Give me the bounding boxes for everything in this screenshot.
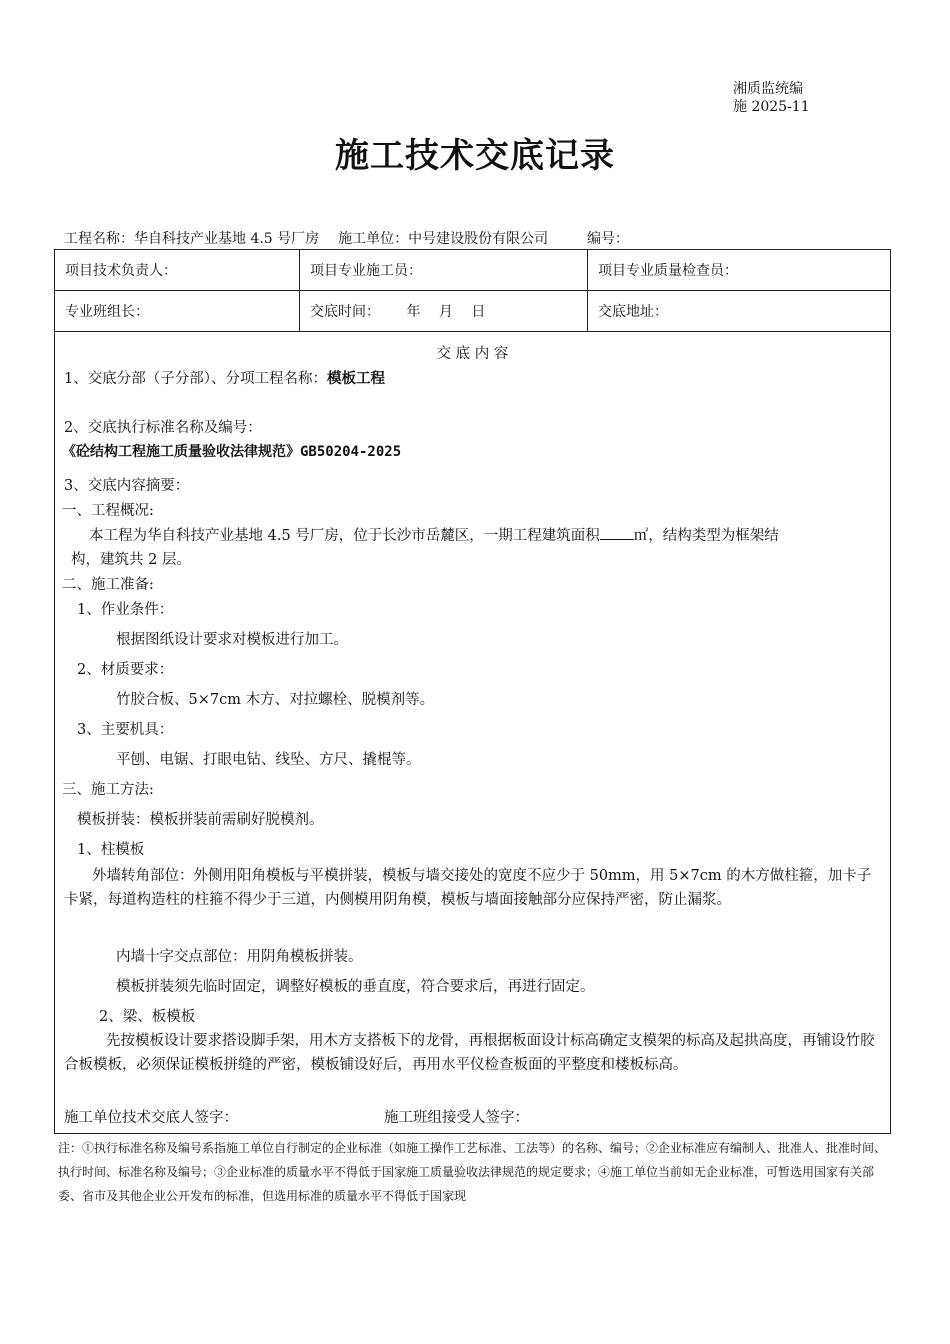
handover-address-cell: 交底地址：	[588, 291, 891, 332]
section-2-2: 2、材质要求：	[77, 662, 174, 678]
section-1-text-a	[89, 524, 779, 545]
form-code-line1: 湘质监统编	[733, 81, 803, 97]
section-3-1-paragraph-3: 模板拼装须先临时固定，调整好模板的垂直度，符合要求后，再进行固定。	[116, 979, 595, 995]
section-3-title: 三、施工方法:	[62, 782, 154, 798]
section-1-text-c: 构，建筑共 2 层。	[71, 552, 191, 568]
project-name-value: 华自科技产业基地 4.5 号厂房	[134, 231, 320, 247]
section-1-title: 一、工程概况:	[62, 503, 154, 519]
project-info-row	[64, 228, 629, 248]
section-3-1-paragraph-2: 内墙十字交点部位：用阴角模板拼装。	[116, 949, 363, 965]
item-1	[64, 367, 385, 388]
section-2-3-text: 平刨、电锯、打眼电钻、线坠、方尺、撬棍等。	[116, 752, 421, 768]
signature-technical: 施工单位技术交底人签字：	[64, 1110, 238, 1126]
section-2-1-text: 根据图纸设计要求对模板进行加工。	[116, 632, 348, 648]
handover-content-box	[54, 330, 891, 1134]
item-2-value: 《砼结构工程施工质量验收法律规范》GB50204-2025	[62, 444, 402, 460]
handover-time-label: 交底时间：	[310, 304, 380, 320]
handover-time-cell	[300, 291, 588, 332]
team-leader-cell: 专业班组长：	[55, 291, 300, 332]
area-blank	[600, 527, 634, 540]
section-2-2-text: 竹胶合板、5×7cm 木方、对拉螺栓、脱模剂等。	[116, 692, 435, 708]
handover-month: 月	[438, 304, 453, 320]
section-1-text-a-1: 本工程为华自科技产业基地 4.5 号厂房，位于长沙市岳麓区，一期工程建筑面积	[89, 528, 600, 544]
item-2-label: 2、交底执行标准名称及编号：	[64, 420, 262, 436]
handover-day: 日	[471, 304, 486, 320]
construction-staff-cell: 项目专业施工员：	[300, 250, 588, 291]
footnote: 注：①执行标准名称及编号系指施工单位自行制定的企业标准（如施工操作工艺标准、工法等）的名称、编号；②企业标准应有编制人、批准人、批准时间、执行时间、标准名称及编号；③企业标准的质量水平不得低于国家施工质量验收法律规范的规定要求；④施工单位当前如无企业标准，可暂选用国家有关部委、省市及其他企业公开发布的标准，但选用标准的质量水平不得低于国家现	[58, 1141, 887, 1203]
content-heading: 交 底 内 容	[436, 346, 509, 362]
signature-team: 施工班组接受人签字：	[384, 1110, 529, 1126]
project-name-label: 工程名称：	[64, 231, 134, 247]
form-code	[733, 80, 810, 116]
item-3-label: 3、交底内容摘要：	[64, 478, 190, 494]
section-2-title: 二、施工准备:	[62, 577, 154, 593]
section-3-2: 2、梁、板模板	[99, 1009, 196, 1025]
quality-inspector-cell: 项目专业质量检查员：	[588, 250, 891, 291]
section-3-1-paragraph-1: 外墙转角部位：外侧用阳角模板与平模拼装，模板与墙交接处的宽度不应少于 50mm，用 5×7cm 的木方做柱箍，加卡子卡紧，每道构造柱的柱箍不得少于三道，内侧模用阴角模，模板与墙面接触部分应保持严密，防止漏浆。	[64, 868, 872, 908]
section-3-1: 1、柱模板	[77, 842, 145, 858]
item-1-label: 1、交底分部（子分部）、分项工程名称：	[64, 371, 327, 387]
section-2-1: 1、作业条件：	[77, 602, 174, 618]
record-number-label: 编号：	[586, 231, 629, 247]
section-3-2-paragraph-1: 先按模板设计要求搭设脚手架，用木方支搭板下的龙骨，再根据板面设计标高确定支模架的标高及起拱高度，再铺设竹胶合板模板，必须保证模板拼缝的严密，模板铺设好后，再用水平仪检查板面的平整度和楼板标高。	[64, 1033, 875, 1073]
section-2-3: 3、主要机具：	[77, 722, 174, 738]
page-title: 施工技术交底记录	[335, 136, 615, 176]
tech-lead-cell: 项目技术负责人：	[55, 250, 300, 291]
section-3-intro: 模板拼装：模板拼装前需刷好脱模剂。	[77, 812, 324, 828]
section-1-text-a-2: ㎡，结构类型为框架结	[633, 528, 779, 544]
construction-unit-label: 施工单位：	[338, 231, 409, 247]
construction-unit-value: 中号建设股份有限公司	[408, 231, 549, 247]
item-1-value: 模板工程	[326, 371, 385, 387]
handover-year: 年	[406, 304, 421, 320]
form-code-line2: 施 2025-11	[733, 99, 810, 115]
personnel-table	[54, 249, 891, 332]
